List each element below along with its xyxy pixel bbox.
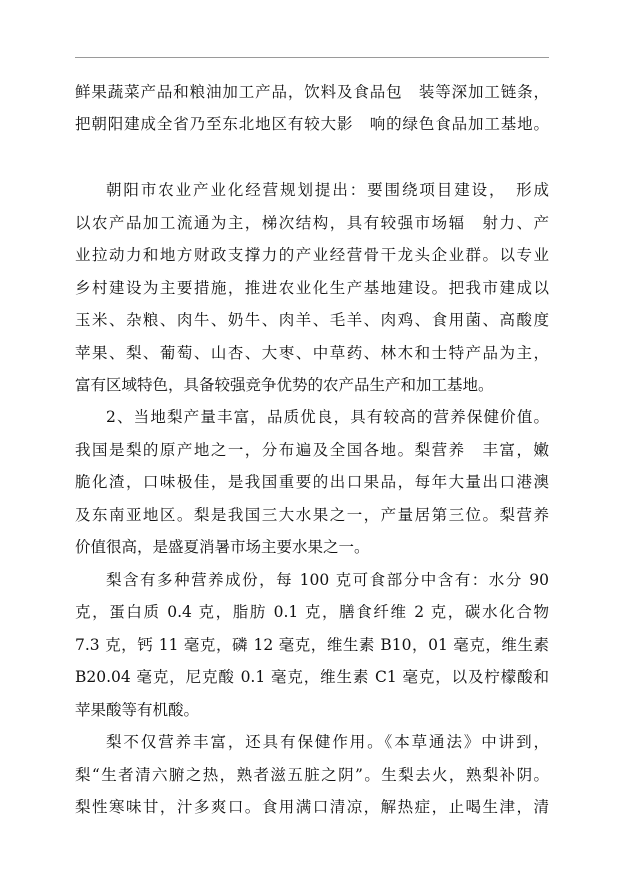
text-line: 脆化渣，口味极佳，是我国重要的出口果品，每年大量出口港澳 xyxy=(75,473,549,491)
text-line: 价值很高，是盛夏消暑市场主要水果之一。 xyxy=(75,538,370,556)
text-line: 梨不仅营养丰富，还具有保健作用。《本草通法》中讲到， xyxy=(106,733,549,751)
text-line: 苹果、梨、葡萄、山杏、大枣、中草药、林木和士特产品为主， xyxy=(75,344,549,362)
text-line: 梨性寒味甘，汁多爽口。食用满口清凉，解热症，止喝生津，清 xyxy=(75,798,549,816)
text-line: 把朝阳建成全省乃至东北地区有较大影 响的绿色食品加工基地。 xyxy=(75,115,549,133)
text-line: B20.04 毫克，尼克酸 0.1 毫克，维生素 C1 毫克，以及柠檬酸和 xyxy=(75,668,549,686)
text-line: 梨“生者清六腑之热，熟者滋五脏之阴”。生梨去火，熟梨补阴。 xyxy=(75,766,549,784)
text-line: 克，蛋白质 0.4 克，脂肪 0.1 克，膳食纤维 2 克，碳水化合物 xyxy=(75,603,549,621)
text-line: 业拉动力和地方财政支撑力的产业经营骨干龙头企业群。以专业 xyxy=(75,246,549,264)
section-heading-line: 2、当地梨产量丰富，品质优良，具有较高的营养保健价值。 xyxy=(106,408,549,426)
text-line: 富有区域特色，具备较强竞争优势的农产品生产和加工基地。 xyxy=(75,376,494,394)
text-line: 朝阳市农业产业化经营规划提出：要围绕项目建设， 形成 xyxy=(106,181,549,199)
text-line: 我国是梨的原产地之一，分布遍及全国各地。梨营养 丰富，嫩 xyxy=(75,441,549,459)
text-line: 乡村建设为主要措施，推进农业化生产基地建设。把我市建成以 xyxy=(75,279,549,297)
text-line: 玉米、杂粮、肉牛、奶牛、肉羊、毛羊、肉鸡、食用菌、高酸度 xyxy=(75,311,549,329)
text-line: 及东南亚地区。梨是我国三大水果之一，产量居第三位。梨营养 xyxy=(75,506,549,524)
text-line: 以农产品加工流通为主，梯次结构，具有较强市场辐 射力、产 xyxy=(75,214,549,232)
header-rule xyxy=(75,57,549,58)
text-line: 鲜果蔬菜产品和粮油加工产品，饮料及食品包 装等深加工链条， xyxy=(75,83,549,101)
text-line: 苹果酸等有机酸。 xyxy=(75,701,200,719)
text-line: 7.3 克，钙 11 毫克，磷 12 毫克，维生素 B10，01 毫克，维生素 xyxy=(75,636,549,654)
text-line: 梨含有多种营养成份，每 100 克可食部分中含有：水分 90 xyxy=(106,571,549,589)
